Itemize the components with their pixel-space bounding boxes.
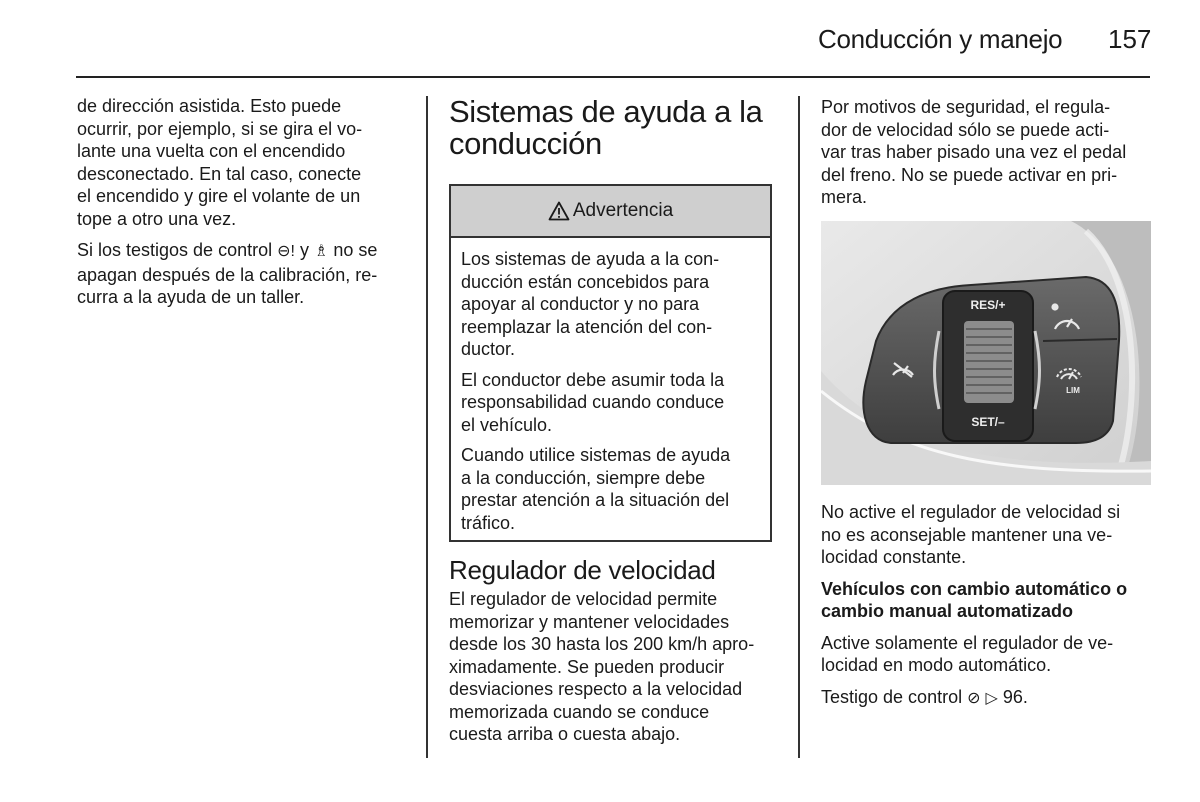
text-line: Vehículos con cambio automático o: [821, 578, 1128, 599]
subsection-title: Regulador de velocidad: [449, 555, 716, 585]
text-line: Los sistemas de ayuda a la con-: [461, 249, 720, 269]
text-line: ocurrir, por ejemplo, si se gira el vo-: [77, 118, 363, 139]
text-line: memorizar y mantener velocidades: [449, 611, 730, 632]
right-paragraph-1: [821, 96, 1156, 209]
esc-warning-icon: ♗: [313, 243, 329, 260]
text-line: Cuando utilice sistemas de ayuda: [461, 445, 731, 465]
warning-body: [451, 238, 770, 540]
text-line: memorizada cuando se conduce: [449, 701, 710, 722]
res-plus-label: RES/+: [970, 298, 1006, 312]
header-rule: [76, 76, 1150, 78]
text-line: de dirección asistida. Esto puede: [77, 96, 342, 116]
text-line: El regulador de velocidad permite: [449, 589, 718, 609]
cruise-control-paragraph: [449, 588, 779, 746]
page-reference-arrow-icon: ▷: [985, 689, 998, 707]
warning-header: [451, 186, 770, 238]
warning-label: Advertencia: [572, 199, 674, 221]
text-line: tope a otro una vez.: [77, 208, 237, 229]
text-line: no es aconsejable mantener una ve-: [821, 524, 1113, 545]
text-line: el encendido y gire el volante de un: [77, 186, 361, 206]
text-line: Active solamente el regulador de ve-: [821, 632, 1114, 653]
text-run: y: [294, 240, 314, 260]
text-line: No active el regulador de velocidad si: [821, 502, 1121, 522]
cruise-control-indicator-icon: ⊘: [967, 689, 981, 707]
text-line: dor de velocidad sólo se puede acti-: [821, 119, 1110, 140]
warning-paragraph-2: [461, 369, 760, 437]
text-line: var tras haber pisado una vez el pedal: [821, 142, 1127, 162]
text-line: [77, 239, 412, 264]
left-paragraph-1: [77, 95, 412, 230]
text-line: prestar atención a la situación del: [461, 490, 730, 510]
column-divider-left: [426, 96, 428, 758]
text-line: conducción: [449, 126, 602, 161]
steering-wheel-controls-figure: [821, 221, 1151, 485]
section-title: [449, 96, 779, 160]
page-number: 157: [1108, 24, 1152, 54]
text-line: cambio manual automatizado: [821, 601, 1074, 621]
warning-box: [449, 184, 772, 542]
right-column-top: [821, 96, 1156, 218]
left-paragraph-2: [77, 239, 412, 309]
text-line: responsabilidad cuando conduce: [461, 392, 725, 412]
text-line: el vehículo.: [461, 414, 553, 435]
text-line: apoyar al conductor y no para: [461, 294, 700, 314]
text-line: cuesta arriba o cuesta abajo.: [449, 724, 681, 744]
text-line: del freno. No se puede activar en pri-: [821, 164, 1118, 185]
text-line: locidad constante.: [821, 547, 967, 567]
text-line: desconectado. En tal caso, conecte: [77, 163, 362, 184]
power-steering-warning-icon: ⊖!: [277, 243, 295, 260]
column-divider-right: [798, 96, 800, 758]
text-run: no se: [328, 240, 378, 260]
set-minus-label: SET/–: [971, 415, 1005, 429]
page-reference: 96.: [997, 686, 1028, 707]
text-line: desde los 30 hasta los 200 km/h apro-: [449, 634, 755, 654]
text-line: ximadamente. Se pueden producir: [449, 656, 725, 677]
warning-paragraph-3: [461, 444, 760, 534]
text-line: mera.: [821, 187, 868, 207]
text-line: curra a la ayuda de un taller.: [77, 287, 305, 307]
bold-heading: [821, 578, 1156, 623]
text-line: locidad en modo automático.: [821, 655, 1052, 675]
lim-label: LIM: [1066, 386, 1080, 395]
text-line: Por motivos de seguridad, el regula-: [821, 97, 1111, 117]
text-line: [821, 686, 1156, 711]
right-paragraph-3: [821, 632, 1156, 677]
running-header-title: Conducción y manejo: [818, 24, 1063, 54]
text-line: El conductor debe asumir toda la: [461, 369, 725, 390]
right-paragraph-4: [821, 686, 1156, 711]
right-paragraph-2: [821, 501, 1156, 569]
text-line: lante una vuelta con el encendido: [77, 141, 346, 161]
text-line: ductor.: [461, 339, 516, 359]
text-line: apagan después de la calibración, re-: [77, 264, 378, 285]
warning-triangle-icon: [548, 201, 570, 221]
text-line: tráfico.: [461, 512, 516, 533]
left-column: [77, 95, 412, 318]
steering-wheel-illustration: [821, 221, 1151, 485]
warning-paragraph-1: [461, 248, 760, 361]
text-line: desviaciones respecto a la velocidad: [449, 679, 743, 699]
text-run: Testigo de control: [821, 686, 968, 707]
text-line: Sistemas de ayuda a la: [449, 94, 763, 129]
middle-column: [449, 96, 779, 755]
text-run: Si los testigos de control: [77, 240, 278, 260]
text-line: ducción están concebidos para: [461, 271, 710, 292]
text-line: a la conducción, siempre debe: [461, 467, 706, 488]
right-column-bottom: [821, 501, 1156, 719]
text-line: reemplazar la atención del con-: [461, 316, 713, 337]
